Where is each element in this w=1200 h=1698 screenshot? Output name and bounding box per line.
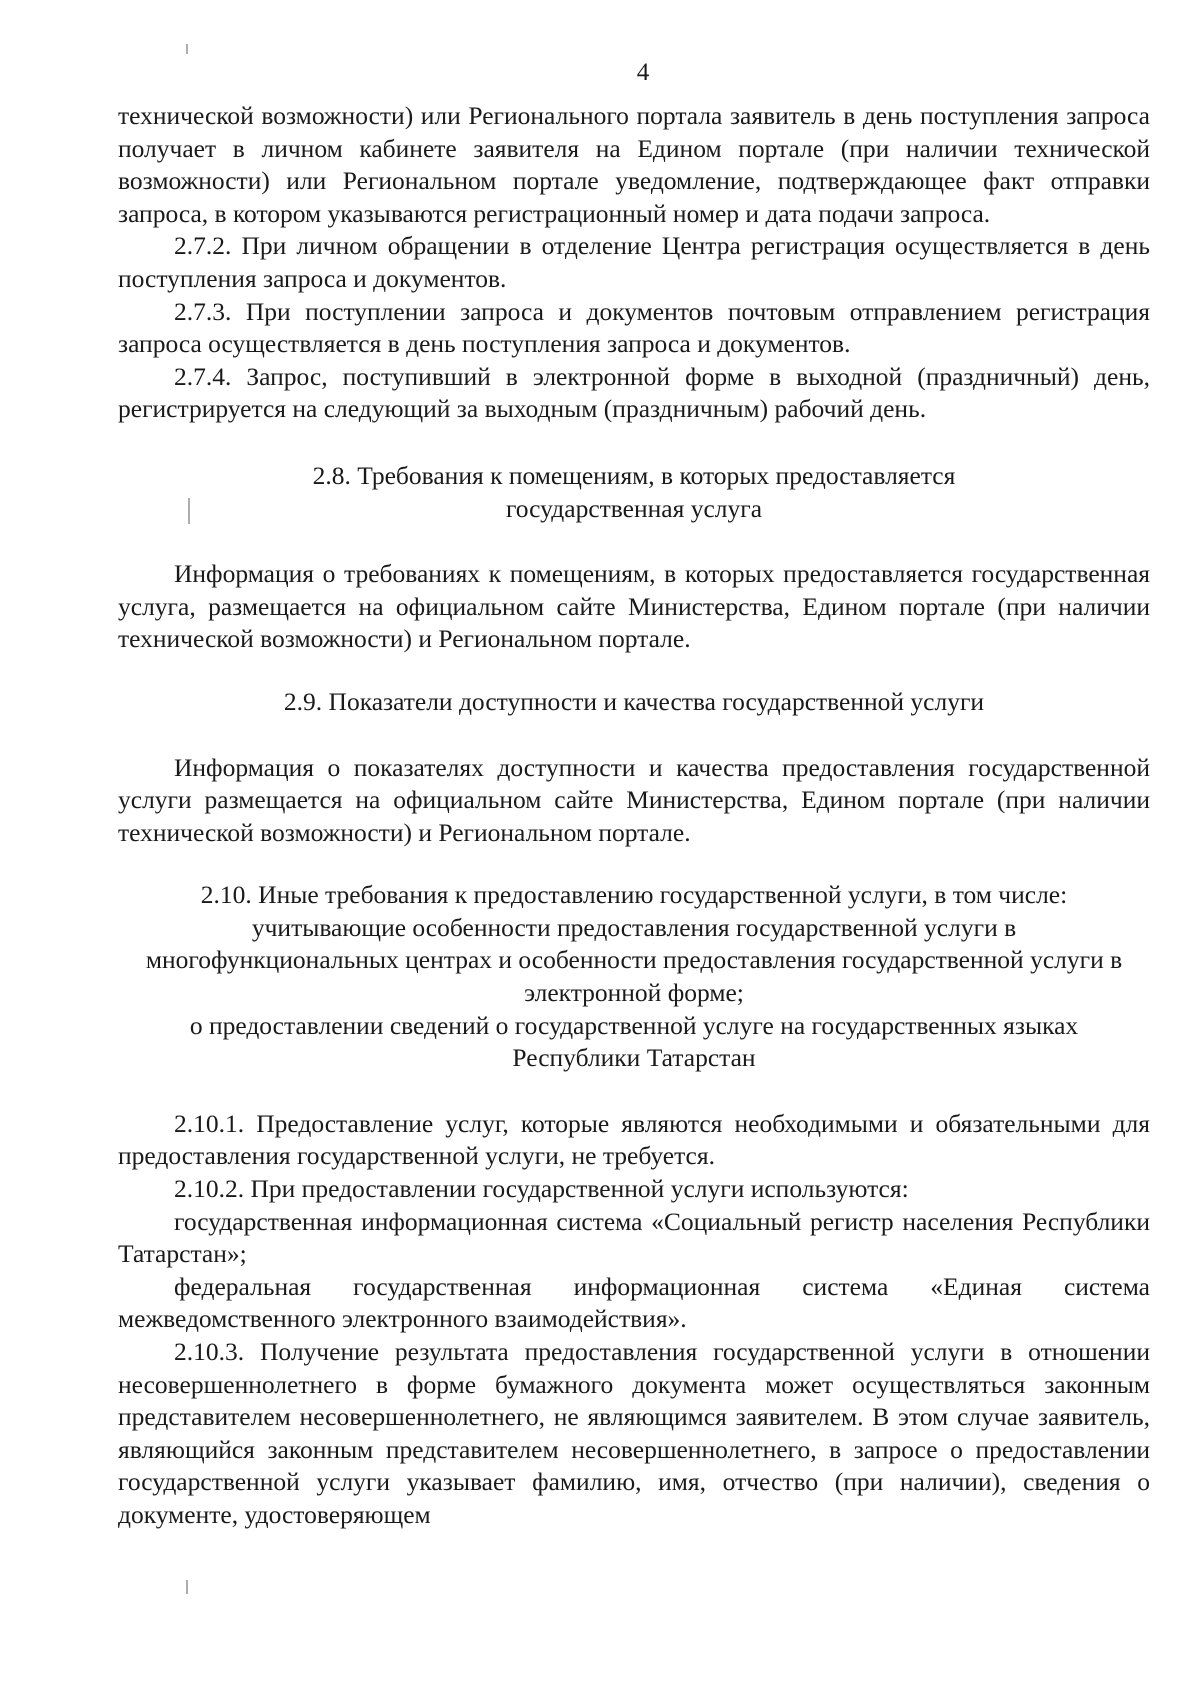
- paragraph: Информация о показателях доступности и качества предоставления государственной услуги размещается на официальном сайте Министерства, Едином портале (при наличии технической возможности) и Региональном портале.: [118, 752, 1150, 847]
- section-heading-2-9: 2.9. Показатели доступности и качества государственной услуги: [283, 686, 985, 716]
- page-content: [118, 58, 1150, 1532]
- section-heading-line: о предоставлении сведений о государственной услуге на государственных языках Республики Татарстан: [189, 1010, 1079, 1073]
- paragraph: 2.10.3. Получение результата предоставления государственной услуги в отношении несовершеннолетнего в форме бумажного документа может осуществляться законным представителем несовершеннолетнего, не являющимся заявителем. В этом случае заявитель, являющийся законным представителем несовершеннолетнего, в запросе о предоставлении государственной услуги указывает фамилию, имя, отчество (при наличии), сведения о документе, удостоверяющем: [118, 1337, 1150, 1529]
- scan-artifact: [186, 1580, 188, 1594]
- paragraph: Информация о требованиях к помещениям, в которых предоставляется государственная услуга, размещается на официальном сайте Министерства, Едином портале (при наличии технической возможности) и Региональном портале.: [118, 559, 1150, 654]
- scan-artifact: [186, 44, 188, 54]
- paragraph: 2.10.2. При предоставлении государственной услуги используются:: [174, 1174, 909, 1204]
- section-heading-2-8: 2.8. Требования к помещениям, в которых предоставляется государственная услуга: [312, 460, 956, 523]
- page-number: 4: [636, 59, 650, 86]
- section-heading-2-10: [118, 879, 1150, 1075]
- paragraph: 2.7.2. При личном обращении в отделение Центра регистрация осуществляется в день поступления запроса и документов.: [118, 231, 1150, 293]
- paragraph: федеральная государственная информационная система «Единая система межведомственного электронного взаимодействия».: [118, 1271, 1150, 1334]
- paragraph: государственная информационная система «Социальный регистр населения Республики Татарстан»;: [118, 1206, 1150, 1269]
- paragraph: 2.10.1. Предоставление услуг, которые являются необходимыми и обязательными для предоставления государственной услуги, не требуется.: [118, 1108, 1150, 1171]
- paragraph: 2.7.4. Запрос, поступивший в электронной форме в выходной (праздничный) день, регистрируется на следующий за выходным (праздничным) рабочий день.: [118, 361, 1150, 424]
- paragraph: 2.7.3. При поступлении запроса и документов почтовым отправлением регистрация запроса осуществляется в день поступления запроса и документов.: [118, 296, 1150, 359]
- section-heading-line: 2.10. Иные требования к предоставлению государственной услуги, в том числе: учитывающие особенности предоставления государственной услуги в многофункциональных центрах и особенности предоставления государственной услуги в электронной форме;: [145, 880, 1123, 1008]
- paragraph: технической возможности) или Регионального портала заявитель в день поступления запроса получает в личном кабинете заявителя на Едином портале (при наличии технической возможности) или Региональном портале уведомление, подтверждающее факт отправки запроса, в котором указываются регистрационный номер и дата подачи запроса.: [118, 101, 1150, 228]
